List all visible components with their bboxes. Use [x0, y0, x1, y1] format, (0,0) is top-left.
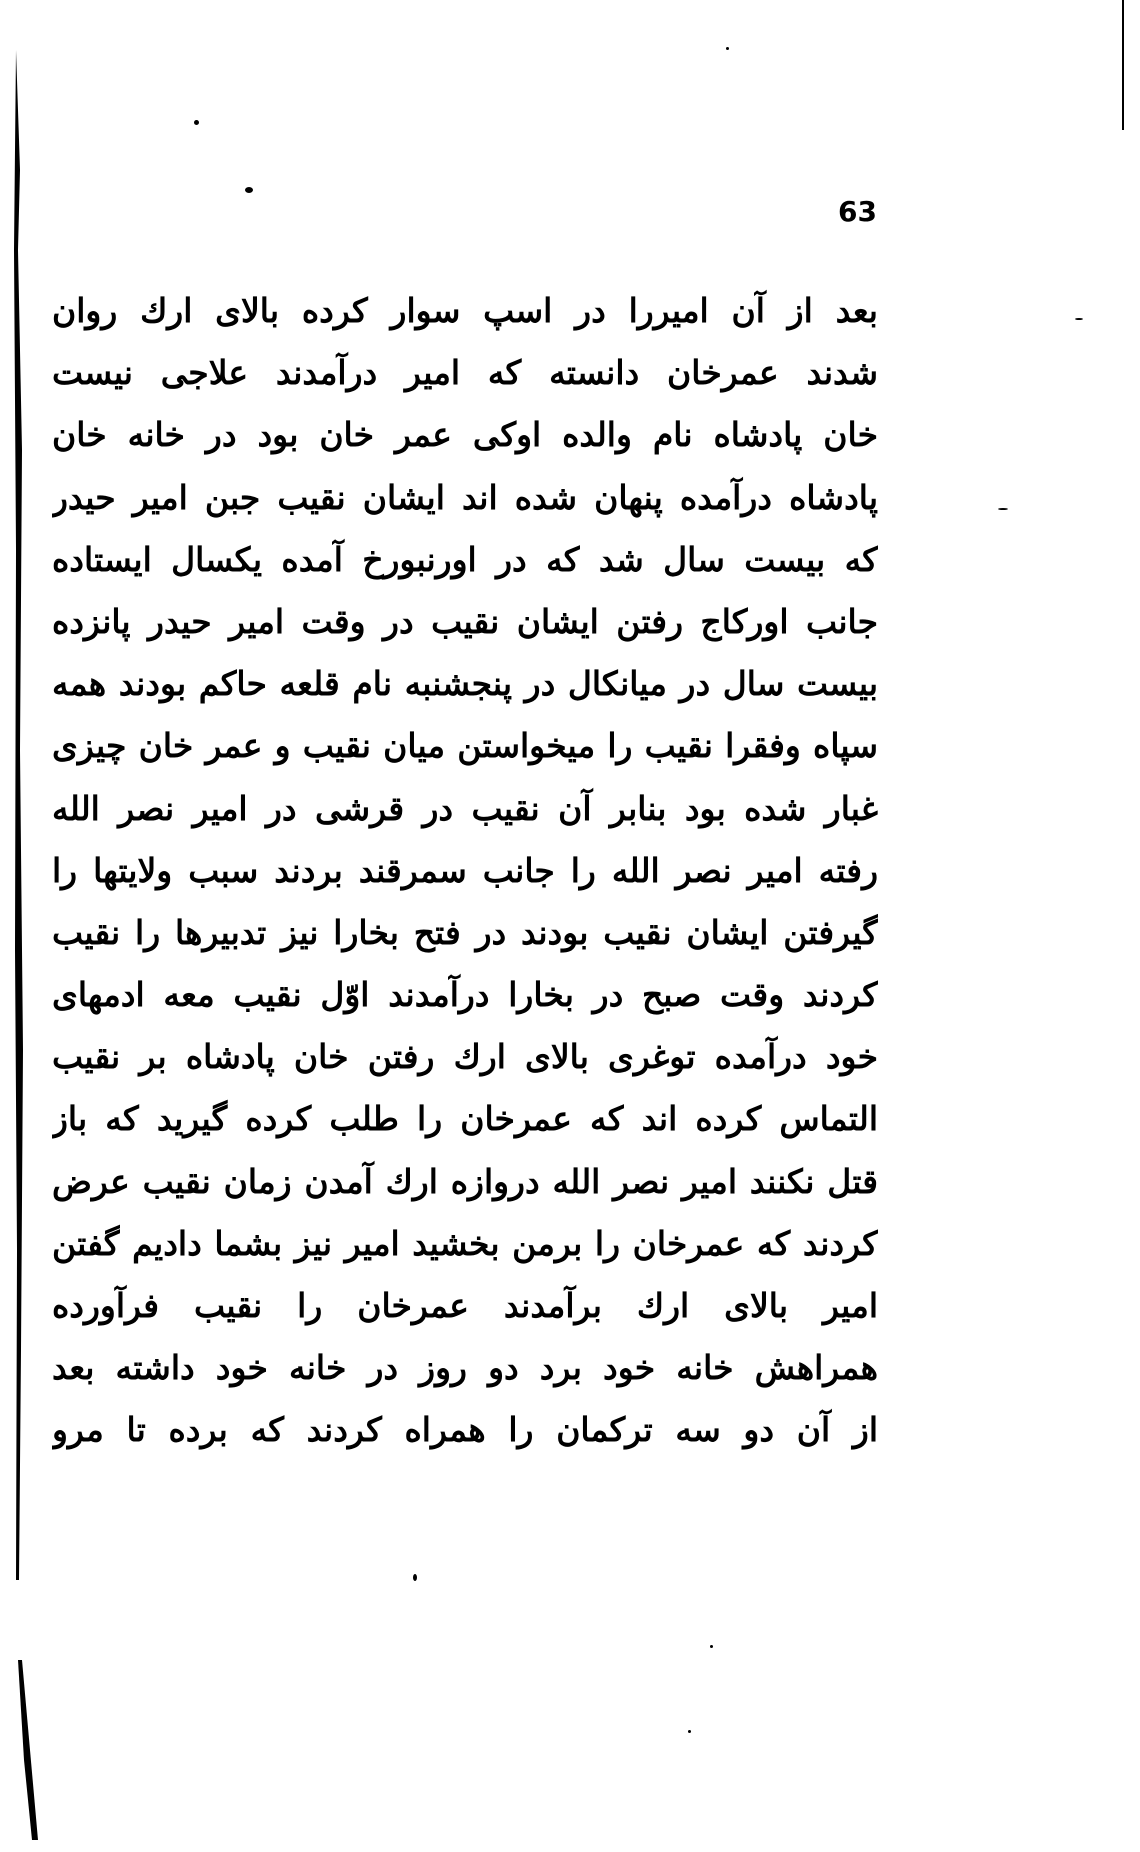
- text-line: خان پادشاه نام والده اوکی عمر خان بود در خانه خان: [52, 415, 878, 455]
- text-line: شدند عمرخان دانسته که امیر درآمدند علاجی نیست: [52, 353, 878, 393]
- scan-speck: [194, 120, 199, 125]
- scan-speck: [413, 1574, 417, 1581]
- text-line: سپاه وفقرا نقیب را میخواستن میان نقیب و عمر خان چیزی: [52, 726, 878, 766]
- text-line: جانب اورکاج رفتن ایشان نقیب در وقت امیر حیدر پانزده: [52, 601, 878, 641]
- text-line: امیر بالای ارك برآمدند عمرخان را نقیب فرآورده: [52, 1286, 878, 1325]
- text-line: از آن دو سه ترکمان را همراه کردند که برده تا مرو: [52, 1410, 878, 1450]
- text-line: قتل نکنند امیر نصر الله دروازه ارك آمدن زمان نقیب عرض: [52, 1161, 878, 1201]
- text-line: کردند وقت صبح در بخارا درآمدند اوّل نقیب معه ادمهای: [52, 975, 878, 1015]
- scan-speck: [998, 508, 1008, 510]
- scan-speck: [1075, 318, 1083, 320]
- page-edge-shadow-bottom: [16, 1660, 40, 1840]
- scan-speck: [710, 1645, 713, 1648]
- text-line: بعد از آن امیررا در اسپ سوار کرده بالای ارك روان: [52, 291, 878, 330]
- text-line: همراهش خانه خود برد دو روز در خانه خود داشته بعد: [52, 1348, 878, 1388]
- body-text: [52, 280, 878, 1462]
- text-line: که بیست سال شد که در اورنبورخ آمده یکسال ایستاده: [52, 539, 878, 579]
- text-line: گیرفتن ایشان نقیب بودند در فتح بخارا نیز تدبیرها را نقیب: [52, 912, 878, 952]
- text-line: غبار شده بود بنابر آن نقیب در قرشی در امیر نصر الله: [52, 788, 878, 828]
- text-line: خود درآمده توغری بالای ارك رفتن خان پادشاه بر نقیب: [52, 1037, 878, 1077]
- page-number: 63: [838, 195, 877, 228]
- text-line: رفته امیر نصر الله را جانب سمرقند بردند سبب ولایتها را: [52, 850, 878, 890]
- scan-speck: [245, 187, 253, 193]
- scan-speck: [688, 1730, 691, 1733]
- text-line: التماس کرده اند که عمرخان را طلب کرده گیرید که باز: [52, 1099, 878, 1139]
- page-edge-line-right: [1122, 0, 1130, 130]
- text-line: بیست سال در میانکال در پنجشنبه نام قلعه حاکم بودند همه: [52, 664, 878, 704]
- text-line: کردند که عمرخان را برمن بخشید امیر نیز بشما دادیم گفتن: [52, 1223, 878, 1263]
- text-line: پادشاه درآمده پنهان شده اند ایشان نقیب جبن امیر حیدر: [52, 477, 878, 517]
- scan-speck: [726, 47, 729, 50]
- page-edge-shadow: [14, 50, 24, 1580]
